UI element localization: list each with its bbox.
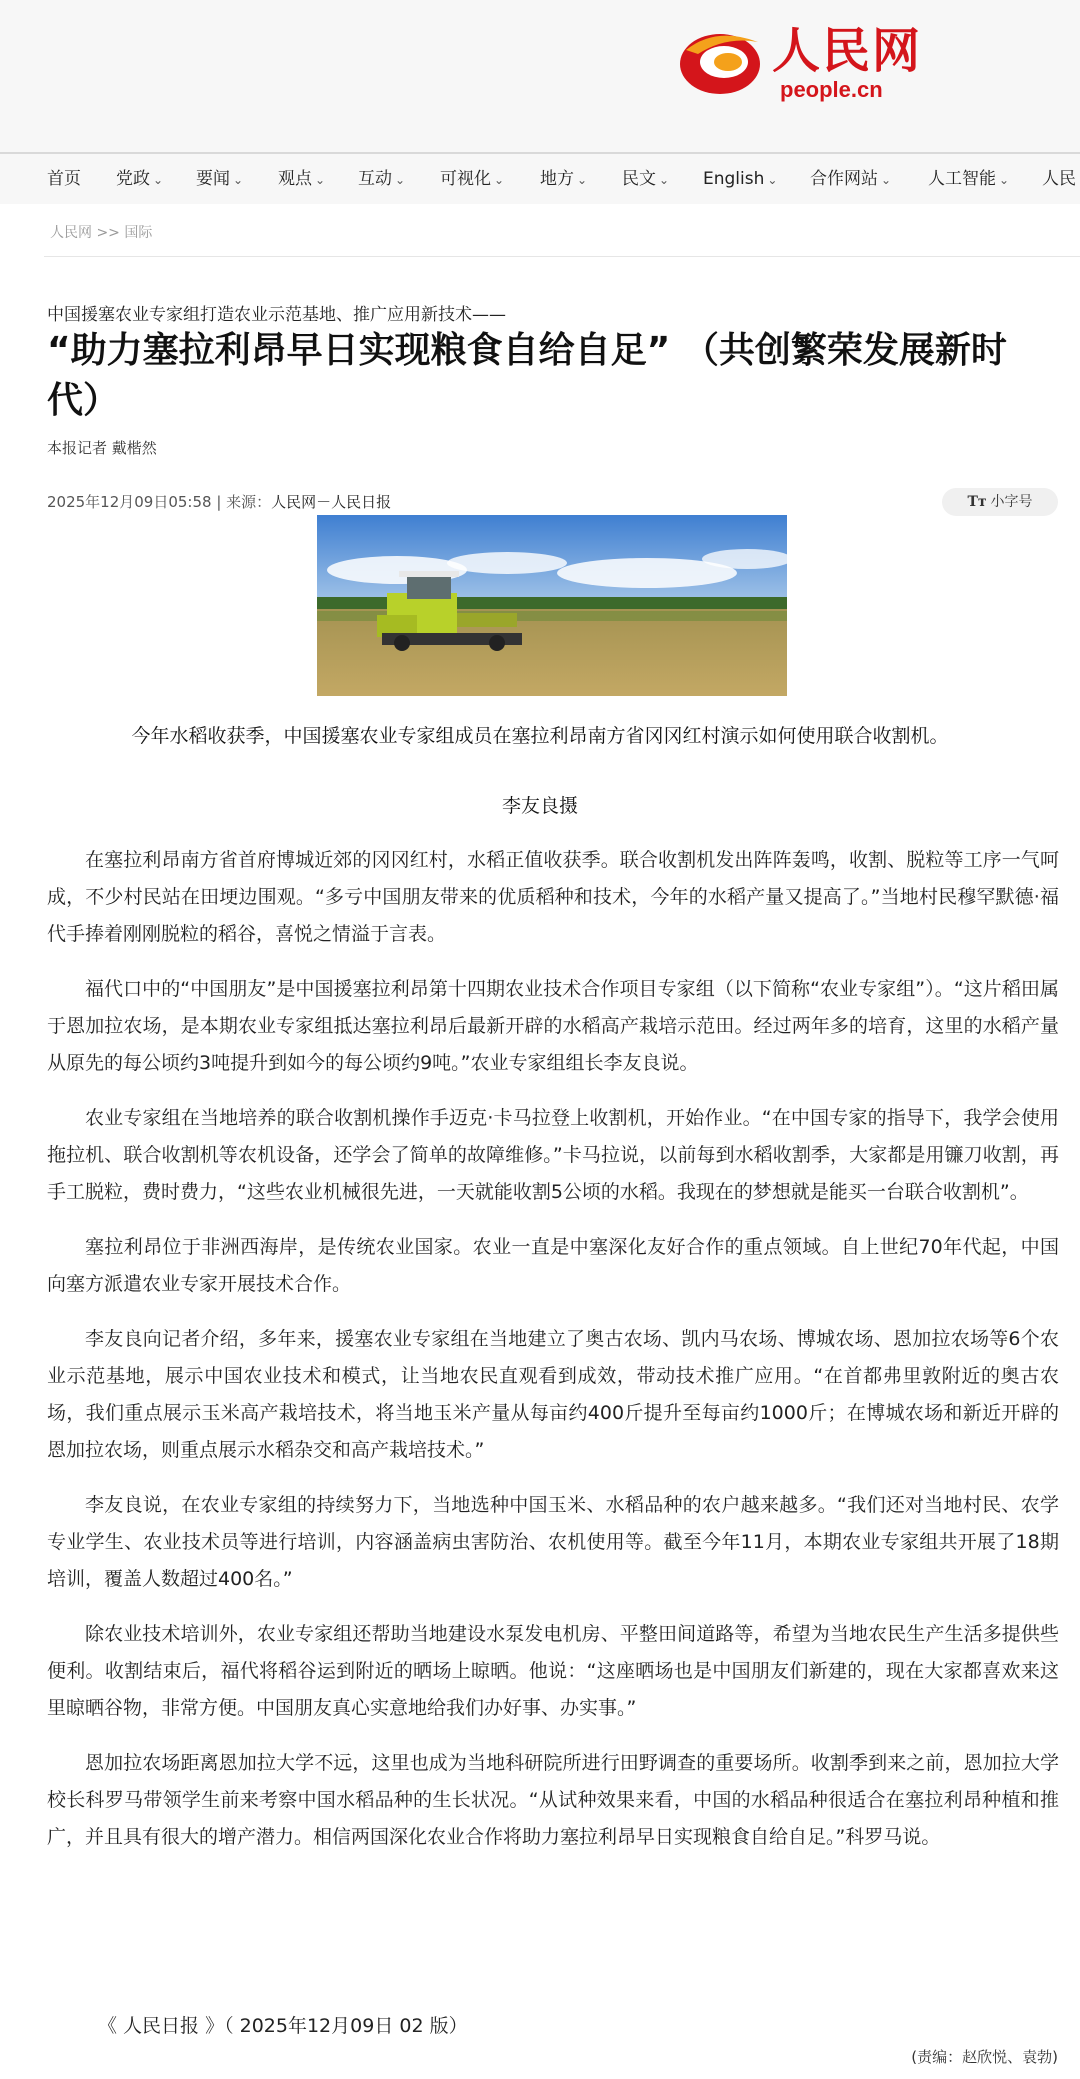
nav-item-label: 可视化 <box>440 169 491 189</box>
article-source-link[interactable]: 人民网－人民日报 <box>271 493 392 511</box>
article-paragraph: 福代口中的“中国朋友”是中国援塞拉利昂第十四期农业技术合作项目专家组（以下简称“农业专家组”）。“这片稻田属于恩加拉农场，是本期农业专家组抵达塞拉利昂后最新开辟的水稻高产栽培示范田。经过两年多的培育，这里的水稻产量从原先的每公顷约3吨提升到如今的每公顷约9吨。”农业专家组组长李友良说。 <box>47 978 1059 1074</box>
breadcrumb-divider <box>44 256 1080 257</box>
nav-item[interactable] <box>196 154 243 204</box>
editor-credit: (责编：赵欣悦、袁勃) <box>911 2048 1058 2066</box>
chevron-down-icon: ⌄ <box>494 173 505 187</box>
people-logo-icon <box>676 22 766 98</box>
article-author: 本报记者 戴楷然 <box>47 439 157 457</box>
nav-item[interactable] <box>358 154 405 204</box>
nav-item[interactable] <box>116 154 163 204</box>
nav-item[interactable] <box>278 154 325 204</box>
article-meta <box>47 491 391 512</box>
source-label: | 来源： <box>211 493 272 511</box>
nav-item-label: 观点 <box>278 169 312 189</box>
article-paragraph: 塞拉利昂位于非洲西海岸，是传统农业国家。农业一直是中塞深化友好合作的重点领域。自上世纪70年代起，中国向塞方派遣农业专家开展技术合作。 <box>47 1236 1059 1295</box>
chevron-down-icon: ⌄ <box>315 173 326 187</box>
nav-item-label: 党政 <box>116 169 150 189</box>
logo-chinese-text: 人民网 <box>772 23 923 79</box>
nav-item-label: 地方 <box>540 169 574 189</box>
nav-item[interactable] <box>622 154 669 204</box>
breadcrumb <box>50 222 152 242</box>
breadcrumb-home[interactable]: 人民网 <box>50 225 92 241</box>
photo-caption: 今年水稻收获季，中国援塞农业专家组成员在塞拉利昂南方省冈冈红村演示如何使用联合收割机。 <box>131 725 949 747</box>
nav-item-label: 合作网站 <box>810 169 878 189</box>
nav-item[interactable] <box>440 154 504 204</box>
breadcrumb-section[interactable]: 国际 <box>124 225 153 241</box>
chevron-down-icon: ⌄ <box>767 173 778 187</box>
text-size-icon: Tт <box>967 494 987 510</box>
nav-item-label: 首页 <box>47 169 81 189</box>
article-paragraph: 李友良说，在农业专家组的持续努力下，当地选种中国玉米、水稻品种的农户越来越多。“我们还对当地村民、农学专业学生、农业技术员等进行培训，内容涵盖病虫害防治、农机使用等。截至今年11月，本期农业专家组共开展了18期培训，覆盖人数超过400名。” <box>47 1494 1059 1590</box>
article-paragraph: 农业专家组在当地培养的联合收割机操作手迈克·卡马拉登上收割机，开始作业。“在中国专家的指导下，我学会使用拖拉机、联合收割机等农机设备，还学会了简单的故障维修。”卡马拉说，以前每到水稻收割季，大家都是用镰刀收割，再手工脱粒，费时费力，“这些农业机械很先进，一天就能收割5公顷的水稻。我现在的梦想就是能买一台联合收割机”。 <box>47 1107 1059 1203</box>
nav-item[interactable] <box>1042 154 1076 204</box>
nav-item-label: 互动 <box>358 169 392 189</box>
article-photo <box>317 515 787 696</box>
chevron-down-icon: ⌄ <box>233 173 244 187</box>
main-nav <box>0 152 1080 204</box>
nav-item-label: English <box>703 169 765 189</box>
publication-info: 《 人民日报 》（ 2025年12月09日 02 版） <box>98 2015 468 2037</box>
nav-item[interactable] <box>928 154 1009 204</box>
font-size-button[interactable] <box>942 488 1058 516</box>
nav-item[interactable] <box>540 154 587 204</box>
nav-item[interactable] <box>47 154 81 204</box>
site-header <box>0 0 1080 152</box>
nav-item-label: 人民 <box>1042 169 1076 189</box>
font-size-label: 小字号 <box>990 494 1033 510</box>
chevron-down-icon: ⌄ <box>881 173 892 187</box>
chevron-down-icon: ⌄ <box>153 173 164 187</box>
logo-english-text: people.cn <box>780 77 883 102</box>
article-body <box>47 842 1059 1874</box>
chevron-down-icon: ⌄ <box>999 173 1010 187</box>
article-paragraph: 在塞拉利昂南方省首府博城近郊的冈冈红村，水稻正值收获季。联合收割机发出阵阵轰鸣，收割、脱粒等工序一气呵成，不少村民站在田埂边围观。“多亏中国朋友带来的优质稻种和技术，今年的水稻产量又提高了。”当地村民穆罕默德·福代手捧着刚刚脱粒的稻谷，喜悦之情溢于言表。 <box>47 849 1059 945</box>
article-paragraph: 恩加拉农场距离恩加拉大学不远，这里也成为当地科研院所进行田野调查的重要场所。收割季到来之前，恩加拉大学校长科罗马带领学生前来考察中国水稻品种的生长状况。“从试种效果来看，中国的水稻品种很适合在塞拉利昂种植和推广，并且具有很大的增产潜力。相信两国深化农业合作将助力塞拉利昂早日实现粮食自给自足。”科罗马说。 <box>47 1752 1059 1848</box>
article-paragraph: 除农业技术培训外，农业专家组还帮助当地建设水泵发电机房、平整田间道路等，希望为当地农民生产生活多提供些便利。收割结束后，福代将稻谷运到附近的晒场上晾晒。他说：“这座晒场也是中国朋友们新建的，现在大家都喜欢来这里晾晒谷物，非常方便。中国朋友真心实意地给我们办好事、办实事。” <box>47 1623 1059 1719</box>
nav-item-label: 人工智能 <box>928 169 996 189</box>
harvester-photo-illustration <box>317 515 787 696</box>
article-date: 2025年12月09日05:58 <box>47 493 212 511</box>
nav-item[interactable] <box>810 154 891 204</box>
chevron-down-icon: ⌄ <box>577 173 588 187</box>
nav-item-label: 民文 <box>622 169 656 189</box>
nav-item-label: 要闻 <box>196 169 230 189</box>
nav-item[interactable] <box>703 154 777 204</box>
article-pre-title: 中国援塞农业专家组打造农业示范基地、推广应用新技术—— <box>47 305 506 325</box>
chevron-down-icon: ⌄ <box>395 173 406 187</box>
article-paragraph: 李友良向记者介绍，多年来，援塞农业专家组在当地建立了奥古农场、凯内马农场、博城农场、恩加拉农场等6个农业示范基地，展示中国农业技术和模式，让当地农民直观看到成效，带动技术推广应用。“在首都弗里敦附近的奥古农场，我们重点展示玉米高产栽培技术，将当地玉米产量从每亩约400斤提升至每亩约1000斤；在博城农场和新近开辟的恩加拉农场，则重点展示水稻杂交和高产栽培技术。” <box>47 1328 1059 1461</box>
article-title: “助力塞拉利昂早日实现粮食自给自足” （共创繁荣发展新时代） <box>47 330 1007 421</box>
chevron-down-icon: ⌄ <box>659 173 670 187</box>
people-cn-logo[interactable] <box>676 22 936 102</box>
photo-credit: 李友良摄 <box>501 795 578 817</box>
breadcrumb-separator: >> <box>92 225 125 241</box>
